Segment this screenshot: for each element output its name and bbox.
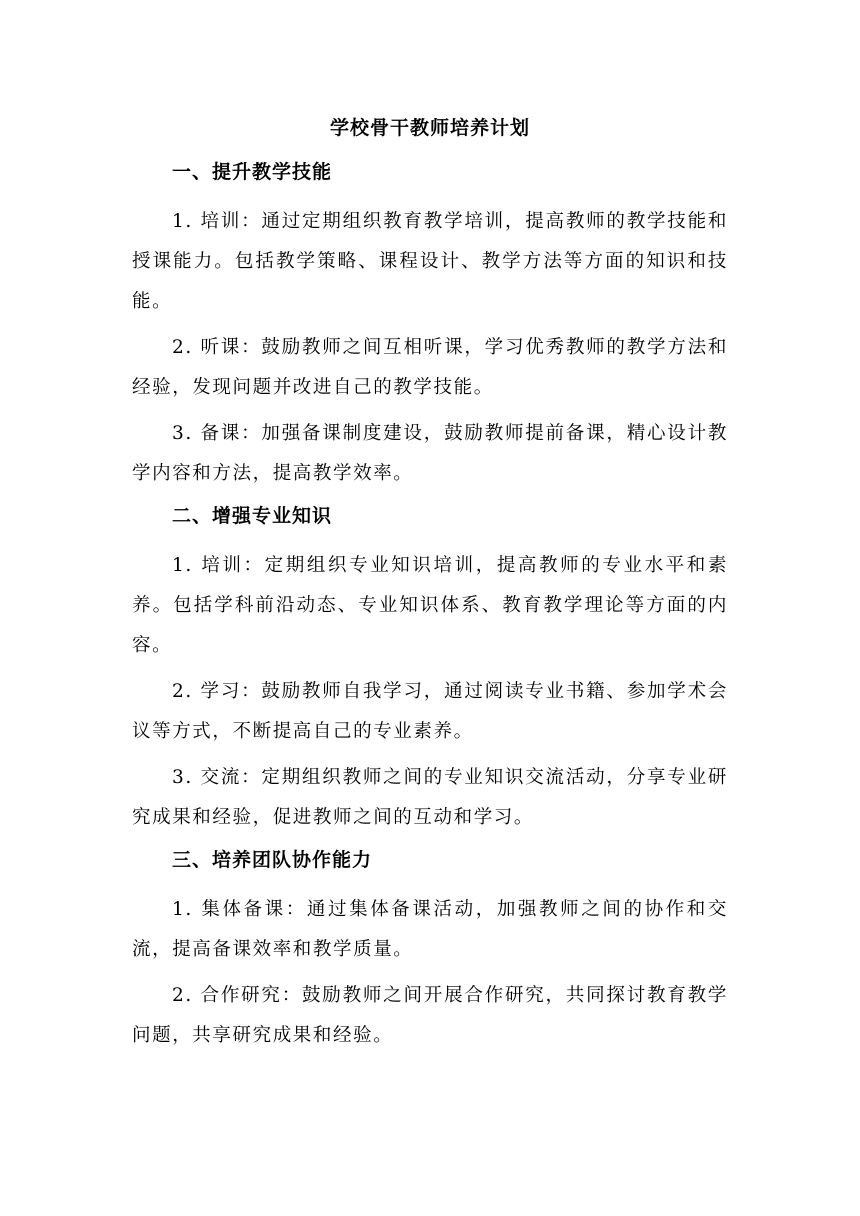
section-heading-3: 三、培养团队协作能力 xyxy=(172,849,373,871)
section-2-item-1: 1. 培训：定期组织专业知识培训，提高教师的专业水平和素养。包括学科前沿动态、专业知识体系、教育教学理论等方面的内容。 xyxy=(132,555,728,656)
section-2-item-3: 3. 交流：定期组织教师之间的专业知识交流活动，分享专业研究成果和经验，促进教师之间的互动和学习。 xyxy=(132,767,728,828)
section-3-item-1: 1. 集体备课：通过集体备课活动，加强教师之间的协作和交流，提高备课效率和教学质量。 xyxy=(132,899,728,960)
section-1-item-3: 3. 备课：加强备课制度建设，鼓励教师提前备课，精心设计教学内容和方法，提高教学效率。 xyxy=(132,423,728,484)
section-1-item-2: 2. 听课：鼓励教师之间互相听课，学习优秀教师的教学方法和经验，发现问题并改进自己的教学技能。 xyxy=(132,337,728,398)
document-title: 学校骨干教师培养计划 xyxy=(329,117,530,139)
section-heading-1: 一、提升教学技能 xyxy=(172,161,333,183)
section-heading-2: 二、增强专业知识 xyxy=(172,505,333,527)
section-2-item-2: 2. 学习：鼓励教师自我学习，通过阅读专业书籍、参加学术会议等方式，不断提高自己的专业素养。 xyxy=(132,681,728,742)
section-3-item-2: 2. 合作研究：鼓励教师之间开展合作研究，共同探讨教育教学问题，共享研究成果和经验。 xyxy=(132,985,728,1046)
section-1-item-1: 1. 培训：通过定期组织教育教学培训，提高教师的教学技能和授课能力。包括教学策略、课程设计、教学方法等方面的知识和技能。 xyxy=(132,211,728,312)
